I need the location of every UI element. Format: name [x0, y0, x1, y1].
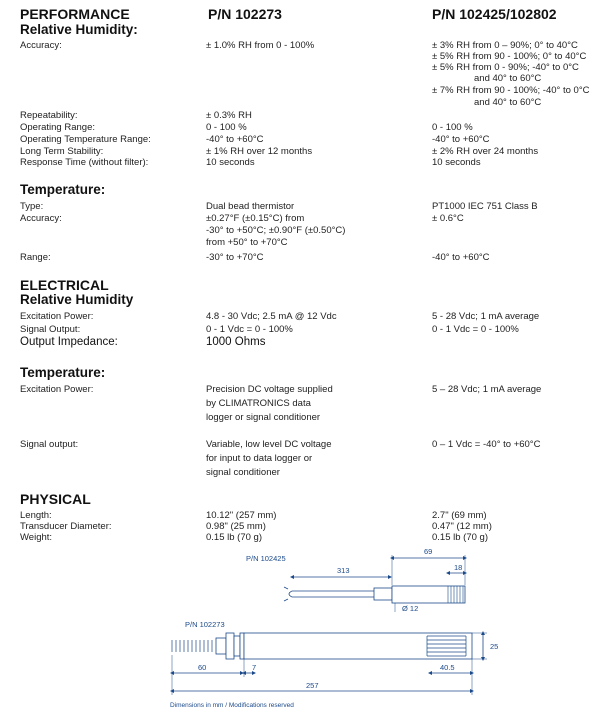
temp-signal-value-102425: 0 – 1 Vdc = -40° to +60°C — [432, 439, 541, 450]
repeatability-value-102273: ± 0.3% RH — [206, 110, 252, 121]
temp-signal-line-3: signal conditioner — [206, 467, 280, 478]
physical-heading: PHYSICAL — [20, 491, 91, 507]
dim-18: 18 — [454, 563, 463, 572]
weight-value-102425: 0.15 lb (70 g) — [432, 532, 488, 543]
dim-313: 313 — [337, 566, 350, 575]
output-impedance-label: Output Impedance: — [20, 336, 118, 348]
length-value-102425: 2.7" (69 mm) — [432, 510, 487, 521]
temp-accuracy-line-2: -30° to +50°C; ±0.90°F (±0.50°C) — [206, 225, 346, 236]
output-impedance-value: 1000 Ohms — [206, 336, 266, 348]
temp-range-label: Range: — [20, 252, 51, 263]
dim-60: 60 — [198, 663, 207, 672]
diameter-label: Transducer Diameter: — [20, 521, 112, 532]
rh-accuracy-line-1: ± 3% RH from 0 – 90%; 0° to 40°C — [432, 40, 578, 51]
operating-temp-value-102425: -40° to +60°C — [432, 134, 490, 145]
temp-signal-line-1: Variable, low level DC voltage — [206, 439, 332, 450]
dim-40-5: 40.5 — [440, 663, 455, 672]
diameter-value-102425: 0.47" (12 mm) — [432, 521, 492, 532]
drawing-label-pn-102425: P/N 102425 — [246, 554, 286, 563]
long-term-stability-label: Long Term Stability: — [20, 146, 104, 157]
drawing-label-pn-102273: P/N 102273 — [185, 620, 225, 629]
operating-range-value-102273: 0 - 100 % — [206, 122, 247, 133]
temp-excitation-line-2: by CLIMATRONICS data — [206, 398, 311, 409]
long-term-stability-value-102425: ± 2% RH over 24 months — [432, 146, 539, 157]
temp-signal-line-2: for input to data logger or — [206, 453, 313, 464]
dim-257: 257 — [306, 681, 319, 690]
temp-excitation-label: Excitation Power: — [20, 384, 94, 395]
response-time-value-102425: 10 seconds — [432, 157, 481, 168]
rh-accuracy-line-6: and 40° to 60°C — [474, 97, 542, 108]
elec-excitation-label: Excitation Power: — [20, 311, 94, 322]
temp-range-value-102425: -40° to +60°C — [432, 252, 490, 263]
temp-accuracy-value-102425: ± 0.6°C — [432, 213, 464, 224]
length-label: Length: — [20, 510, 52, 521]
elec-excitation-value-102273: 4.8 - 30 Vdc; 2.5 mA @ 12 Vdc — [206, 311, 337, 322]
weight-value-102273: 0.15 lb (70 g) — [206, 532, 262, 543]
weight-label: Weight: — [20, 532, 53, 543]
temp-type-value-102425: PT1000 IEC 751 Class B — [432, 201, 538, 212]
operating-temp-value-102273: -40° to +60°C — [206, 134, 264, 145]
rh-accuracy-value-102273: ± 1.0% RH from 0 - 100% — [206, 40, 315, 51]
temp-accuracy-label: Accuracy: — [20, 213, 62, 224]
electrical-rh-title: Relative Humidity — [20, 292, 134, 307]
column-header-102273: P/N 102273 — [208, 6, 282, 22]
column-header-102425: P/N 102425/102802 — [432, 6, 557, 22]
temp-accuracy-line-1: ±0.27°F (±0.15°C) from — [206, 213, 305, 224]
repeatability-label: Repeatability: — [20, 110, 78, 121]
drawing-caption: Dimensions in mm / Modifications reserved — [170, 702, 294, 709]
electrical-heading: ELECTRICAL — [20, 277, 109, 293]
temp-excitation-line-3: logger or signal conditioner — [206, 412, 321, 423]
operating-temp-label: Operating Temperature Range: — [20, 134, 151, 145]
perf-temp-title: Temperature: — [20, 182, 106, 197]
dim-7: 7 — [252, 663, 257, 672]
performance-heading: PERFORMANCE — [20, 6, 130, 22]
perf-rh-title: Relative Humidity: — [20, 22, 138, 37]
rh-accuracy-line-3: ± 5% RH from 0 - 90%; -40° to 0°C — [432, 62, 579, 73]
temp-type-value-102273: Dual bead thermistor — [206, 201, 295, 212]
rh-accuracy-line-2: ± 5% RH from 90 - 100%; 0° to 40°C — [432, 51, 587, 62]
length-value-102273: 10.12" (257 mm) — [206, 510, 277, 521]
temp-range-value-102273: -30° to +70°C — [206, 252, 264, 263]
operating-range-value-102425: 0 - 100 % — [432, 122, 473, 133]
probe-102425-drawing — [284, 555, 465, 612]
elec-temp-title: Temperature: — [20, 365, 106, 380]
signal-output-label: Signal Output: — [20, 324, 81, 335]
temp-accuracy-line-3: from +50° to +70°C — [206, 237, 288, 248]
signal-output-value-102273: 0 - 1 Vdc = 0 - 100% — [206, 324, 293, 335]
elec-excitation-value-102425: 5 - 28 Vdc; 1 mA average — [432, 311, 540, 322]
dim-25: 25 — [490, 642, 499, 651]
rh-accuracy-line-5: ± 7% RH from 90 - 100%; -40° to 0°C — [432, 85, 590, 96]
temp-signal-label: Signal output: — [20, 439, 79, 450]
temp-type-label: Type: — [20, 201, 44, 212]
dim-diameter-12: Ø 12 — [402, 604, 419, 613]
diameter-value-102273: 0.98" (25 mm) — [206, 521, 266, 532]
temp-excitation-line-1: Precision DC voltage supplied — [206, 384, 333, 395]
rh-accuracy-line-4: and 40° to 60°C — [474, 73, 542, 84]
response-time-value-102273: 10 seconds — [206, 157, 255, 168]
rh-accuracy-label: Accuracy: — [20, 40, 62, 51]
long-term-stability-value-102273: ± 1% RH over 12 months — [206, 146, 313, 157]
operating-range-label: Operating Range: — [20, 122, 95, 133]
dim-69: 69 — [424, 547, 433, 556]
signal-output-value-102425: 0 - 1 Vdc = 0 - 100% — [432, 324, 519, 335]
temp-excitation-value-102425: 5 – 28 Vdc; 1 mA average — [432, 384, 542, 395]
response-time-label: Response Time (without filter): — [20, 157, 149, 168]
